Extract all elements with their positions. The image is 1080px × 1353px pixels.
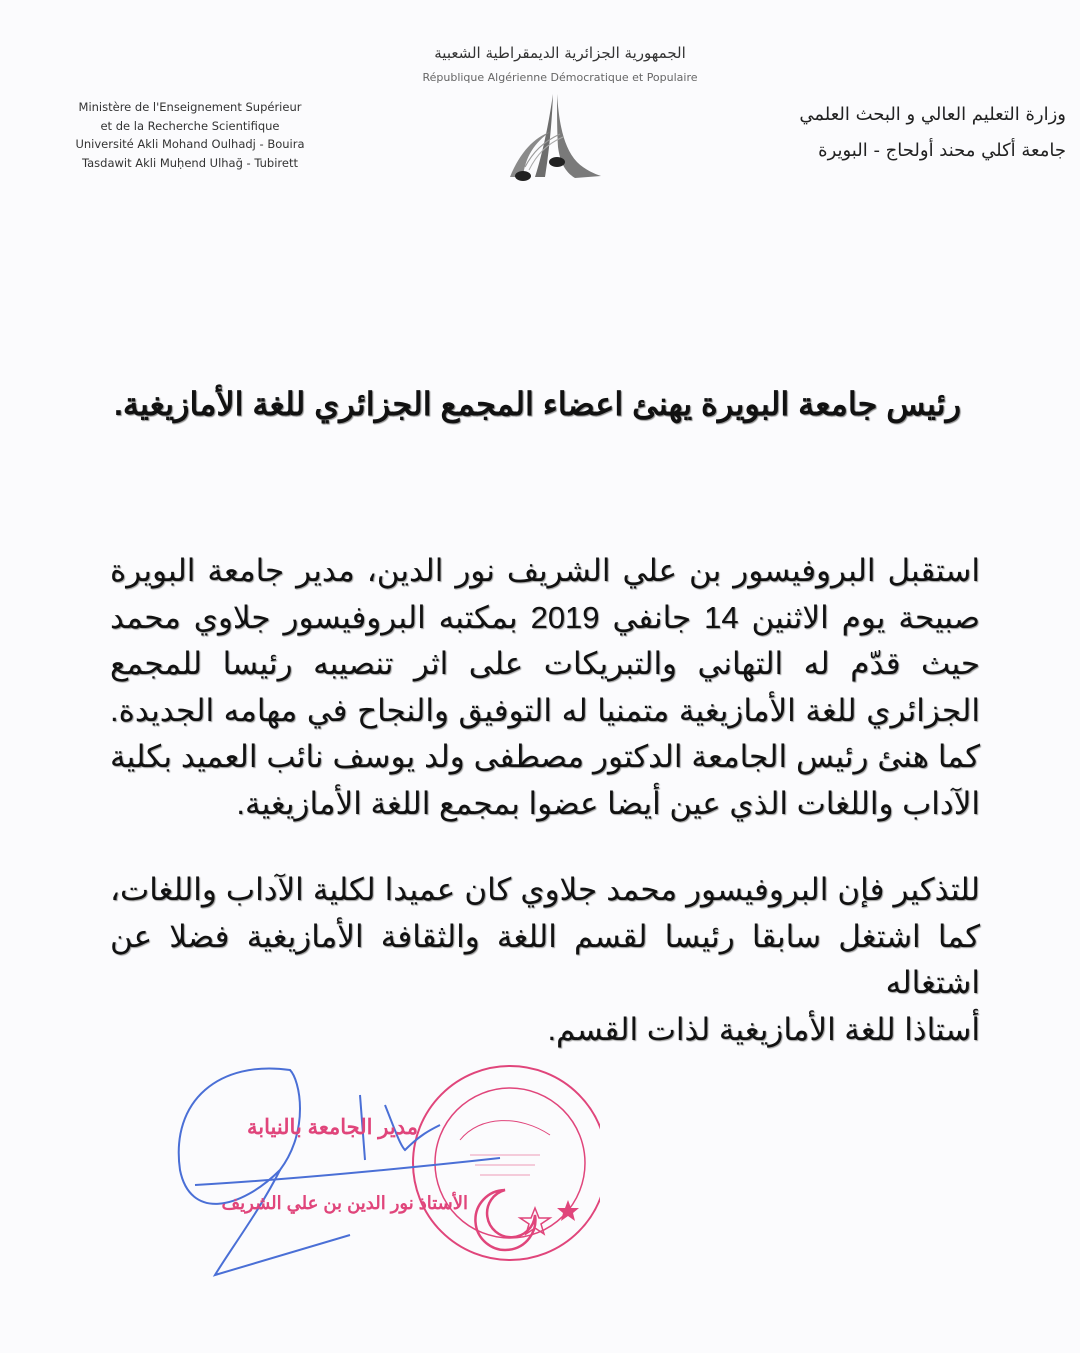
paragraph-line: حيث قدّم له التهاني والتبريكات على اثر تنصيبه رئيسا للمجمع <box>110 646 980 681</box>
paragraph-line: استقبل البروفيسور بن علي الشريف نور الدين، مدير جامعة البويرة <box>110 553 980 588</box>
header-left-line: et de la Recherche Scientifique <box>100 118 280 133</box>
header-right-line: وزارة التعليم العالي و البحث العلمي <box>799 104 1066 125</box>
paragraph-2 <box>110 867 980 1053</box>
header-right-arabic <box>746 97 1066 169</box>
paragraph-line: كما اشتغل سابقا رئيسا لقسم اللغة والثقافة الأمازيغية فضلا عن اشتغاله <box>110 918 980 1000</box>
paragraph-line: الآداب واللغات الذي عين أيضا عضوا بمجمع اللغة الأمازيغية. <box>236 785 980 821</box>
paragraph-line: الجزائري للغة الأمازيغية متمنيا له التوفيق والنجاح في مهامه الجديدة. <box>110 692 980 728</box>
header-right-line: جامعة أكلي محند أولحاج - البويرة <box>818 140 1066 161</box>
signature-block <box>160 1060 600 1290</box>
republic-title-arabic: الجمهورية الجزائرية الديمقراطية الشعبية <box>434 44 686 62</box>
signature-name: الأستاذ نور الدين بن علي الشريف <box>221 1193 468 1213</box>
republic-title-french: République Algérienne Démocratique et Populaire <box>422 71 698 84</box>
handwritten-signature-icon <box>160 1060 600 1290</box>
paragraph-line: أستاذا للغة الأمازيغية لذات القسم. <box>547 1011 980 1047</box>
signature-role: مدير الجامعة بالنيابة <box>246 1116 418 1139</box>
header-left-french <box>30 98 350 172</box>
paragraph-line: صبيحة يوم الاثنين 14 جانفي 2019 بمكتبه البروفيسور جلاوي محمد <box>110 599 980 635</box>
header-left-line: Ministère de l'Enseignement Supérieur <box>78 100 302 114</box>
paragraph-line: للتذكير فإن البروفيسور محمد جلاوي كان عميدا لكلية الآداب واللغات، <box>110 872 980 907</box>
paragraph-1 <box>110 548 980 827</box>
header-left-line: Tasdawit Akli Muḥend Ulhağ - Tubirett <box>81 155 298 170</box>
header-left-line: Université Akli Mohand Oulhadj - Bouira <box>75 137 305 151</box>
document-title: رئيس جامعة البويرة يهنئ اعضاء المجمع الجزائري للغة الأمازيغية. <box>113 386 962 422</box>
paragraph-line: كما هنئ رئيس الجامعة الدكتور مصطفى ولد يوسف نائب العميد بكلية <box>110 739 980 774</box>
university-logo-icon <box>505 92 605 187</box>
